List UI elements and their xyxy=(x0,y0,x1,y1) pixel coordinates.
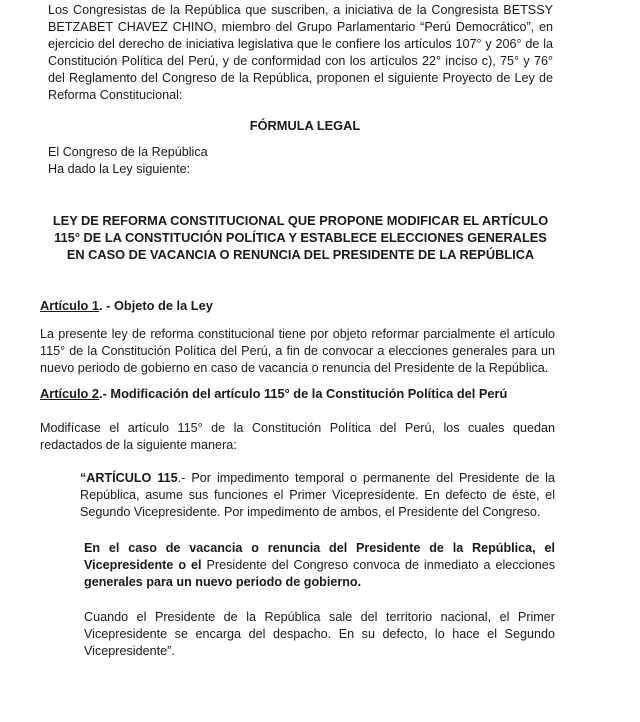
article-1-title: Objeto de la Ley xyxy=(113,298,213,313)
intro-paragraph: Los Congresistas de la República que suscriben, a iniciativa de la Congresista BETSSY BETZABET CHAVEZ CHINO, miembro del Grupo Parlamentario “Perú Democrático”, en ejercicio del derecho de iniciativa legislativa que le confiere los artículos 107° y 206° de la Constitución Política del Perú, y de conformidad con los artículos 22° inciso c), 75° y 76° del Reglamento del Congreso de la República, proponen el siguiente Proyecto de Ley de Reforma Constitucional: xyxy=(48,3,553,102)
enacting-line-2: Ha dado la Ley siguiente: xyxy=(48,162,191,176)
article-1-body: La presente ley de reforma constitucional tiene por objeto reformar parcialmente el artículo 115° de la Constitución Política del Perú, a fin de convocar a elecciones generales para un nuevo periodo de gobierno en caso de vacancia o renuncia del Presidente de la República. xyxy=(40,327,555,375)
quoted-article-label-suffix: .- xyxy=(177,471,192,485)
law-title xyxy=(48,212,553,263)
quoted-article-paragraph-2 xyxy=(84,540,555,591)
law-title-line-3: EN CASO DE VACANCIA O RENUNCIA DEL PRESIDENTE DE LA REPÚBLICA xyxy=(66,247,535,262)
article-2-label: Artículo 2 xyxy=(40,386,100,401)
article-2-body: Modifícase el artículo 115° de la Constitución Política del Perú, los cuales quedan redactados de la siguiente manera: xyxy=(40,421,555,452)
quoted-para-2-normal: Presidente del Congreso convoca de inmediato a elecciones xyxy=(201,558,555,572)
law-title-line-2: 115° DE LA CONSTITUCIÓN POLÍTICA Y ESTABLECE ELECCIONES GENERALES xyxy=(54,230,547,245)
quoted-para-2-bold-b: generales para un nuevo periodo de gobierno. xyxy=(84,575,362,589)
formula-legal-heading: FÓRMULA LEGAL xyxy=(249,118,361,133)
quoted-article-para-1-text: Por impedimento temporal o permanente del Presidente de la República, asume sus funciones el Primer Vicepresidente. En defecto de éste, el Segundo Vicepresidente. Por impedimento de ambos, el Presidente del Congreso. xyxy=(80,471,555,519)
law-title-line-1: LEY DE REFORMA CONSTITUCIONAL QUE PROPONE MODIFICAR EL ARTÍCULO xyxy=(52,213,549,228)
quoted-article-paragraph-1 xyxy=(80,470,555,521)
article-1-heading xyxy=(40,298,213,313)
quoted-article-label: “ARTÍCULO 115 xyxy=(80,471,178,485)
article-1-separator: . - xyxy=(99,298,114,313)
quoted-article-paragraph-3: Cuando el Presidente de la República sale del territorio nacional, el Primer Vicepresidente se encarga del despacho. En su defecto, lo hace el Segundo Vicepresidente”. xyxy=(84,610,555,658)
article-2-heading xyxy=(40,386,507,401)
article-2-separator: .- xyxy=(99,386,111,401)
enacting-line-1: El Congreso de la República xyxy=(48,145,208,159)
article-1-label: Artículo 1 xyxy=(40,298,100,313)
quoted-para-2-bold-a: En el caso de vacancia o renuncia del Presidente de la República, el Vicepresidente o el xyxy=(84,541,555,572)
article-2-title: Modificación del artículo 115° de la Constitución Política del Perú xyxy=(110,386,508,401)
enacting-clause xyxy=(48,144,348,178)
